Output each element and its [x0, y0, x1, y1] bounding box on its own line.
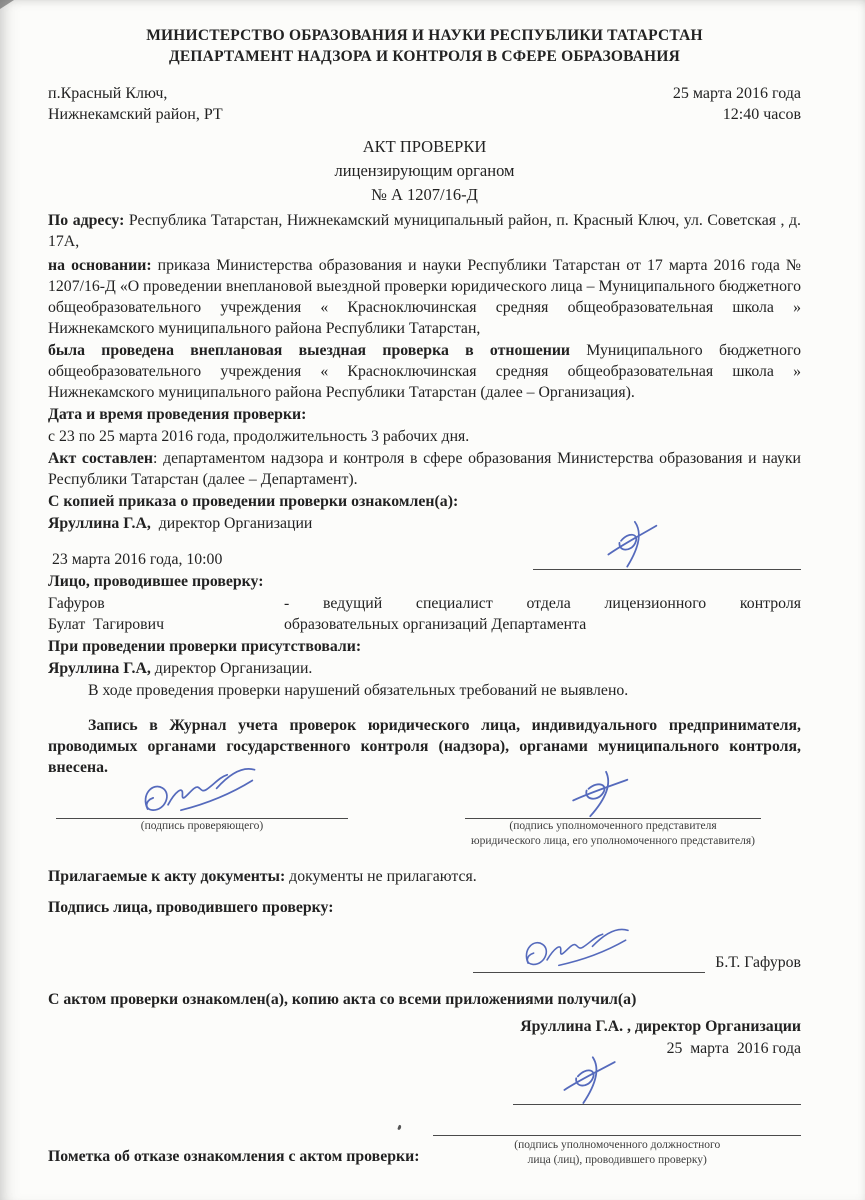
inspector-firstname: Булат Тагирович: [48, 616, 165, 634]
representative-signature-caption: (подпись уполномоченного представителя юридического лица, его уполномоченного представителя): [471, 820, 755, 847]
inspector-label: Лицо, проводившее проверку:: [48, 573, 264, 591]
handwritten-signature-ink: [590, 513, 673, 577]
datetime-block: [673, 84, 801, 126]
attachments-text: документы не прилагаются.: [285, 867, 477, 885]
copy-ack-signature-line: [533, 535, 801, 570]
scan-corner-shadow: [0, 0, 14, 9]
basis-text: приказа Министерства образования и науки Республики Татарстан от 17 марта 2016 года № 1207/16-Д «О проведении внеплановой выездной проверки юридического лица – Муниципального бюджетного общеобразовательного учреждения « Красноключинская средняя общеобразовательная школа » Нижнекамского муниципального района Республики Татарстан,: [48, 257, 801, 338]
journal-signatures-row: [48, 808, 801, 848]
dateline: [48, 84, 801, 126]
inspector-surname: Гафуров: [48, 595, 105, 613]
present-name-line: [48, 658, 801, 679]
place-line2: Нижнекамский район, РТ: [48, 105, 223, 123]
refusal-row: [48, 1127, 801, 1167]
inspector-role-line1: - ведущий специалист отдела лицензионного контроля: [284, 595, 801, 613]
handwritten-signature-ink: [499, 921, 653, 982]
place-block: [48, 84, 223, 126]
copy-ack-name-line: [48, 513, 801, 534]
inspection-paragraph: [48, 340, 801, 403]
refusal-signature-caption: (подпись уполномоченного должностного лица (лиц), проводившего проверку): [514, 1139, 721, 1166]
basis-paragraph: [48, 255, 801, 339]
present-name-rest: директор Организации.: [150, 660, 313, 678]
ministry-name: МИНИСТЕРСТВО ОБРАЗОВАНИЯ И НАУКИ РЕСПУБЛИКИ ТАТАРСТАН: [146, 27, 703, 44]
document-number: № А 1207/16-Д: [371, 185, 478, 205]
attachments-label: Прилагаемые к акту документы:: [48, 867, 286, 885]
address-text: Республика Татарстан, Нижнекамский муниципальный район, п. Красный Ключ, ул. Советская , д. 17А,: [48, 212, 801, 251]
document-title-block: [48, 135, 801, 207]
inspection-result: В ходе проведения проверки нарушений обязательных требований не выявлено.: [88, 682, 629, 700]
copy-ack-date: 23 марта 2016 года, 10:00: [48, 551, 223, 569]
date-line: 25 марта 2016 года: [672, 84, 801, 102]
place-line1: п.Красный Ключ,: [48, 84, 168, 102]
copy-ack-signature-row: [48, 535, 801, 570]
reviewer-signature-caption: (подпись проверяющего): [140, 820, 264, 833]
inspector-signature-label: Подпись лица, проводившего проверку:: [48, 898, 334, 916]
acknowledgment-person-block: [48, 1016, 801, 1060]
document-subtitle: лицензирующим органом: [334, 161, 515, 181]
act-by-paragraph: [48, 448, 801, 490]
acknowledgment-signature-row: [48, 1068, 801, 1105]
handwritten-signature-ink: [551, 1050, 627, 1113]
address-paragraph: [48, 210, 801, 252]
document-body: [48, 210, 801, 1167]
act-by-label: Акт составлен: [48, 450, 154, 468]
refusal-label: Пометка об отказе ознакомления с актом проверки:: [48, 1147, 420, 1165]
inspector-signature-name: Б.Т. Гафуров: [715, 953, 801, 971]
present-name: Яруллина Г.А,: [48, 660, 151, 678]
document-header: [48, 26, 801, 68]
period-label: Дата и время проведения проверки:: [48, 406, 307, 424]
refusal-signature-line: [433, 1127, 801, 1136]
representative-signature-block: [465, 808, 761, 848]
journal-paragraph: Запись в Журнал учета проверок юридического лица, индивидуального предпринимателя, проводимых органами государственного контроля (надзора), органами муниципального контроля, внесена.: [48, 717, 801, 777]
present-label: При проведении проверки присутствовали:: [48, 638, 362, 656]
handwritten-signature-ink: [559, 764, 639, 827]
acknowledgment-date: 25 марта 2016 года: [666, 1040, 801, 1058]
reviewer-signature-line: [56, 808, 348, 819]
acknowledgment-text: С актом проверки ознакомлен(а), копию акта со всеми приложениями получил(а): [48, 990, 637, 1008]
inspector-signature-row: [48, 942, 801, 973]
reviewer-signature-block: [56, 808, 348, 848]
inspection-text: Муниципального бюджетного общеобразовательного учреждения « Красноключинская средняя общеобразовательная школа » Нижнекамского муниципального района Республики Татарстан (далее – Организация).: [48, 342, 801, 402]
copy-ack-name: Яруллина Г.А,: [48, 515, 151, 533]
acknowledgment-signature-line: [513, 1068, 801, 1105]
document-title: АКТ ПРОВЕРКИ: [362, 137, 487, 157]
time-line: 12:40 часов: [722, 105, 801, 123]
act-by-text: : департаментом надзора и контроля в сфере образования Министерства образования и науки Республики Татарстан (далее – Департамент).: [48, 450, 801, 489]
inspector-role-line2: образовательных организаций Департамента: [284, 616, 587, 634]
acknowledgment-name: Яруллина Г.А. , директор Организации: [520, 1017, 801, 1035]
refusal-signature-block: [433, 1127, 801, 1167]
copy-ack-label: С копией приказа о проведении проверки ознакомлен(а):: [48, 493, 459, 511]
inspector-block: [48, 593, 801, 635]
department-name: ДЕПАРТАМЕНТ НАДЗОРА И КОНТРОЛЯ В СФЕРЕ ОБРАЗОВАНИЯ: [169, 47, 680, 65]
attachments-paragraph: [48, 866, 801, 887]
period-text: с 23 по 25 марта 2016 года, продолжительность 3 рабочих дня.: [48, 428, 470, 446]
basis-label: на основании:: [48, 257, 152, 275]
copy-ack-name-rest: директор Организации: [150, 515, 313, 533]
inspector-signature-line: [473, 942, 705, 973]
inspection-label: была проведена внеплановая выездная проверка в отношении: [48, 342, 571, 360]
address-label: По адресу:: [48, 212, 125, 230]
representative-signature-line: [465, 808, 761, 819]
